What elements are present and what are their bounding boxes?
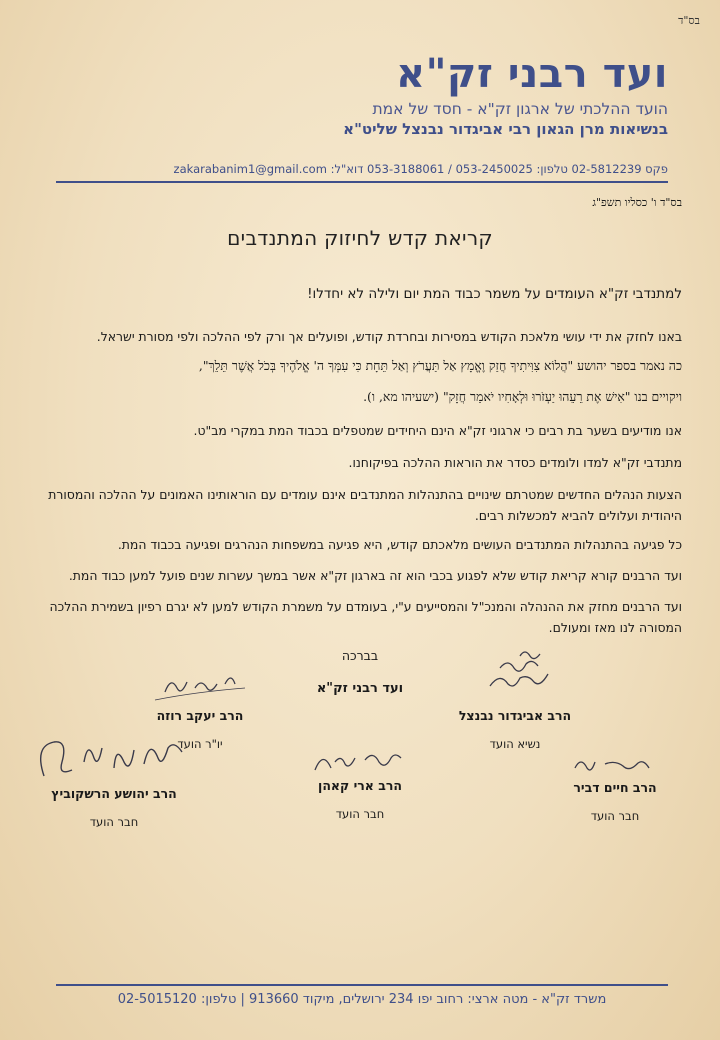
org-title: ועד רבני זק"א: [395, 51, 668, 97]
closing-blessing: בברכה: [341, 648, 379, 663]
signatory-name: הרב יעקב רוזה: [156, 708, 244, 723]
footer-divider: [56, 984, 668, 986]
letter-paragraph: ועד הרבנים מחזק את ההנהלה והמנכ"ל והמסייעים ע"י, בעומדם על משמרת הקודש למען לא יגרם רפיון בשמירת ההלכה המסורה לנו מאז ומעולם.: [49, 599, 682, 635]
signatory-role: חבר הועד: [89, 815, 139, 829]
letterhead: [238, 52, 668, 138]
signatory-role: חבר הועד: [335, 807, 385, 821]
letter-paragraph: הצעות הנהלים החדשים שמטרתם שינויים בהתנהלות המתנדבים אינם עומדים עם הוראותינו האמונים על ההלכה והמסורת היהודית ועלולים להביא למכשלות רבים.: [48, 487, 682, 523]
signatory-name: הרב ארי קאהן: [318, 778, 402, 793]
org-subtitle: הועד ההלכתי של ארגון זק"א - חסד של אמת: [372, 100, 668, 118]
handwritten-signature: [460, 646, 570, 708]
signatory-name: הרב חיים דביר: [573, 780, 657, 795]
letter-date: בס"ד ו' כסליו תשפ"ג: [592, 196, 682, 209]
contact-phones: פקס 02-5812239 טלפון: 053-2450025 / 053-3188061 דוא"ל:: [330, 162, 668, 176]
letter-paragraph: ועד הרבנים קורא קריאת קודש שלא לפגוע בכבי הוא זה בארגון זק"א אשר במשך עשרות שנים פועל למען כבוד המת.: [68, 568, 682, 583]
header-divider: [56, 181, 668, 183]
contact-line: [56, 162, 668, 176]
letter-title: קריאת קדש לחיזוק המתנדבים: [227, 226, 493, 250]
contact-email[interactable]: zakarabanim1@gmail.com: [173, 162, 327, 176]
letter-salutation: למתנדבי זק"א העומדים על משמר כבוד המת יום ולילה לא יחדלו!: [307, 286, 682, 302]
letter-paragraph: כל פגיעה בהתנהלות המתנדבים העושים מלאכתם קודש, היא פגיעה במשפחות הנהרגים ופגיעה בכבוד המת.: [117, 537, 682, 552]
signatory-name: הרב יהושע הרשקוביץ: [51, 786, 177, 801]
signatory-role: נשיא הועד: [489, 737, 541, 751]
org-presidency: בנשיאות מרן הגאון רבי אביגדור נבנצל שליט"א: [343, 120, 668, 138]
committee-name: ועד רבני זק"א: [316, 681, 404, 696]
letter-paragraph: כה נאמר בספר יהושע "הֲלוֹא צִוִּיתִיךָ חֲזַק וֶאֱמָץ אַל תַּעֲרֹץ וְאַל תֵּחָת כִּי עִמְּךָ ה' אֱלֹהֶיךָ בְּכֹל אֲשֶׁר תֵּלֵךְ",: [198, 358, 682, 373]
footer-address: משרד זק"א - מטה ארצי: רחוב יפו 234 ירושלים, מיקוד 913660 | טלפון: 02-5015120: [117, 992, 607, 1007]
signature-block-member-dvir: [550, 750, 680, 823]
letter-paragraph: אנו מודיעים בשער בת רבים כי ארגוני זק"א הינם היחידים שמטפלים בכבוד המת במקרי מב"ט.: [193, 423, 682, 438]
signature-block-member-hershkowitz: [14, 732, 214, 829]
letter-paragraph: מתנדבי זק"א למדו ולומדים כסדר את הוראות ההלכה בפיקוחנו.: [348, 455, 682, 470]
signature-block-president: [440, 646, 590, 751]
signatory-name: הרב אביגדור נבנצל: [458, 708, 572, 723]
signatory-role: חבר הועד: [590, 809, 640, 823]
signatory-role: יו"ר הועד: [177, 737, 223, 751]
handwritten-signature: [305, 742, 415, 778]
signature-block-member-kahn: [290, 742, 430, 821]
letter-paragraph: ויקויים בנו "אִישׁ אֶת רֵעֵהוּ יַעְזֹרוּ וּלְאָחִיו יֹאמַר חֲזָק" (ישעיהו מא, ו).: [363, 389, 682, 404]
handwritten-signature: [24, 732, 204, 786]
bsd-mark: בס"ד: [678, 14, 700, 27]
handwritten-signature: [565, 750, 665, 780]
handwritten-signature: [145, 662, 255, 708]
letter-paragraph: באנו לחזק את ידי עושי מלאכת הקודש במסירות ובחרדת קודש, ופועלים אך ורק לפי ההלכה ולפי מסורת ישראל.: [96, 329, 682, 344]
